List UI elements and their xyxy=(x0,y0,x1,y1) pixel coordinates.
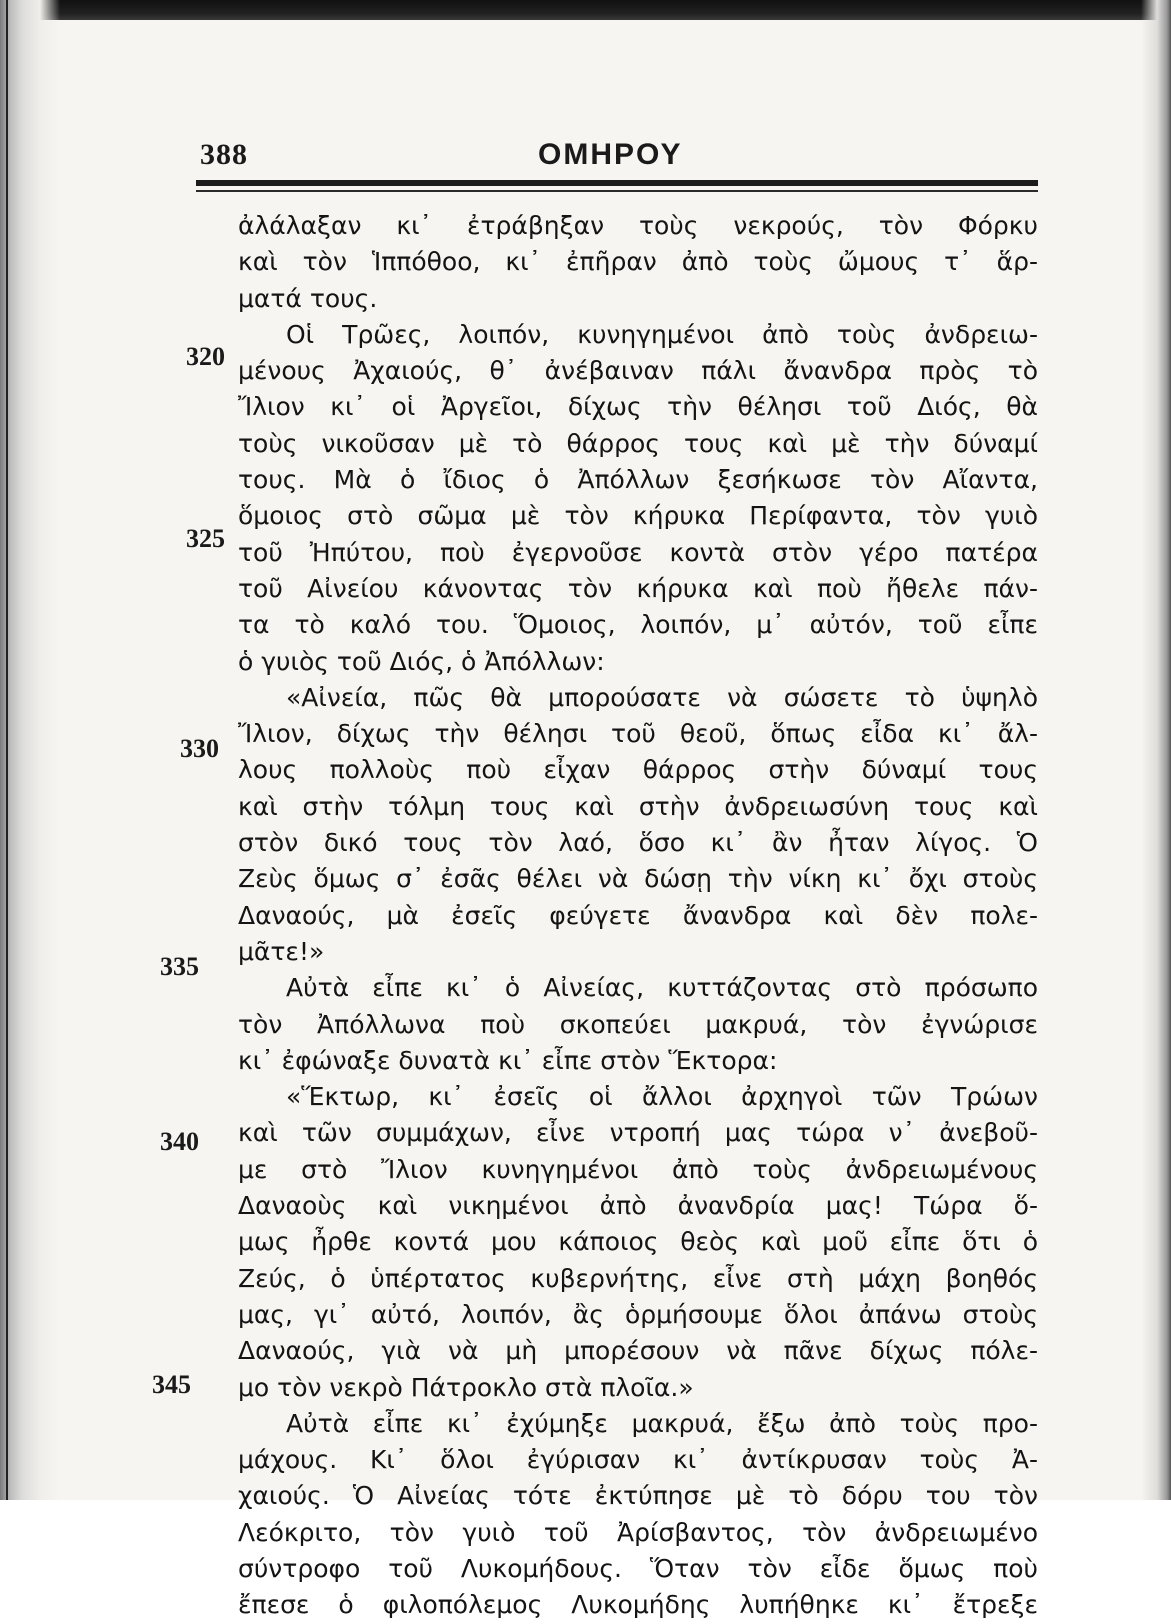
text-line: Λεόκριτο, τὸν γυιὸ τοῦ Ἀρίσβαντος, τὸν ἀνδρειωμένο xyxy=(238,1517,1038,1547)
text-line: Ζεὺς ὅμως σ᾿ ἐσᾶς θέλει νὰ δώσῃ τὴν νίκη κι᾿ ὄχι στοὺς xyxy=(238,864,1038,894)
text-line: ὅμοιος στὸ σῶμα μὲ τὸν κήρυκα Περίφαντα, τὸν γυιὸ xyxy=(238,501,1038,531)
text-line: στὸν δικό τους τὸν λαό, ὅσο κι᾿ ἂν ἦταν λίγος. Ὁ xyxy=(238,828,1038,858)
text-line: μάχους. Κι᾿ ὅλοι ἐγύρισαν κι᾿ ἀντίκρυσαν τοὺς Ἀ- xyxy=(238,1445,1038,1475)
text-line: χαιούς. Ὁ Αἰνείας τότε ἐκτύπησε μὲ τὸ δόρυ του τὸν xyxy=(238,1481,1038,1511)
text-line: ὁ γυιὸς τοῦ Διός, ὁ Ἀπόλλων: xyxy=(238,646,605,676)
text-line: Δαναούς, μὰ ἐσεῖς φεύγετε ἄνανδρα καὶ δὲν πολε- xyxy=(238,900,1038,930)
text-line: κι᾿ ἐφώναξε δυνατὰ κι᾿ εἶπε στὸν Ἕκτορα: xyxy=(238,1045,778,1075)
body-text xyxy=(238,208,1038,1624)
header-rule-thin xyxy=(196,190,1038,192)
verse-number: 320 xyxy=(186,342,225,371)
text-line: τὸν Ἀπόλλωνα ποὺ σκοπεύει μακρυά, τὸν ἐγνώρισε xyxy=(238,1009,1038,1039)
text-line: ματά τους. xyxy=(238,283,378,313)
text-line: μᾶτε!» xyxy=(238,936,325,966)
text-line: «Ἕκτωρ, κι᾿ ἐσεῖς οἱ ἄλλοι ἀρχηγοὶ τῶν Τρώων xyxy=(286,1082,1038,1112)
verse-number: 335 xyxy=(160,952,199,981)
text-line: καὶ τὸν Ἱππόθοο, κι᾿ ἐπῆραν ἀπὸ τοὺς ὤμους τ᾿ ἅρ- xyxy=(238,247,1038,277)
verse-number: 345 xyxy=(152,1370,191,1399)
text-line: Ἴλιον, δίχως τὴν θέλησι τοῦ θεοῦ, ὅπως εἶδα κι᾿ ἄλ- xyxy=(238,719,1038,749)
text-line: τους. Μὰ ὁ ἴδιος ὁ Ἀπόλλων ξεσήκωσε τὸν Αἴαντα, xyxy=(238,465,1038,495)
verse-number: 330 xyxy=(180,734,219,763)
running-head: ΟΜΗΡΟΥ xyxy=(538,138,683,171)
header-rule xyxy=(196,180,1038,186)
page-edge-shadow xyxy=(1141,0,1171,1500)
text-line: τοὺς νικοῦσαν μὲ τὸ θάρρος τους καὶ μὲ τὴν δύναμί xyxy=(238,428,1038,458)
text-line: μας, γι᾿ αὐτό, λοιπόν, ἂς ὁρμήσουμε ὅλοι ἀπάνω στοὺς xyxy=(238,1299,1038,1329)
text-line: καὶ στὴν τόλμη τους καὶ στὴν ἀνδρειωσύνη τους καὶ xyxy=(238,791,1038,821)
verse-number: 340 xyxy=(160,1127,199,1156)
text-line: λους πολλοὺς ποὺ εἶχαν θάρρος στὴν δύναμί τους xyxy=(238,755,1038,785)
text-line: Ἴλιον κι᾿ οἱ Ἀργεῖοι, δίχως τὴν θέλησι τοῦ Διός, θὰ xyxy=(238,392,1038,422)
page-number: 388 xyxy=(200,138,248,171)
text-line: καὶ τῶν συμμάχων, εἶνε ντροπή μας τώρα ν᾿ ἀνεβοῦ- xyxy=(238,1118,1038,1148)
text-line: Αὐτὰ εἶπε κι᾿ ὁ Αἰνείας, κυττάζοντας στὸ πρόσωπο xyxy=(286,973,1038,1003)
text-line: ἀλάλαξαν κι᾿ ἐτράβηξαν τοὺς νεκρούς, τὸν Φόρκυ xyxy=(238,211,1038,240)
text-line: τοῦ Ἠπύτου, ποὺ ἐγερνοῦσε κοντὰ στὸν γέρο πατέρα xyxy=(238,537,1038,567)
binding-edge xyxy=(6,0,8,1500)
scan-border xyxy=(0,0,1171,20)
text-line: σύντροφο τοῦ Λυκομήδους. Ὅταν τὸν εἶδε ὅμως ποὺ xyxy=(238,1553,1038,1583)
text-line: Δαναούς, γιὰ νὰ μὴ μπορέσουν νὰ πᾶνε δίχως πόλε- xyxy=(238,1336,1038,1366)
binding-shadow xyxy=(0,0,60,1500)
text-line: Ζεύς, ὁ ὑπέρτατος κυβερνήτης, εἶνε στὴ μάχη βοηθός xyxy=(238,1263,1038,1293)
text-line: μο τὸν νεκρὸ Πάτροκλο στὰ πλοῖα.» xyxy=(238,1372,694,1402)
text-line: με στὸ Ἴλιον κυνηγημένοι ἀπὸ τοὺς ἀνδρειωμένους xyxy=(238,1154,1038,1184)
text-line: τα τὸ καλό του. Ὅμοιος, λοιπόν, μ᾿ αὐτόν, τοῦ εἶπε xyxy=(238,610,1038,640)
text-line: μως ἦρθε κοντά μου κάποιος θεὸς καὶ μοῦ εἶπε ὅτι ὁ xyxy=(238,1227,1038,1257)
text-line: μένους Ἀχαιούς, θ᾿ ἀνέβαιναν πάλι ἄνανδρα πρὸς τὸ xyxy=(238,356,1038,386)
text-line: Οἱ Τρῶες, λοιπόν, κυνηγημένοι ἀπὸ τοὺς ἀνδρειω- xyxy=(286,319,1038,349)
text-line: τοῦ Αἰνείου κάνοντας τὸν κήρυκα καὶ ποὺ ἤθελε πάν- xyxy=(238,573,1038,603)
text-line: «Αἰνεία, πῶς θὰ μπορούσατε νὰ σώσετε τὸ ὑψηλὸ xyxy=(286,682,1038,712)
text-line: ἔπεσε ὁ φιλοπόλεμος Λυκομήδης λυπήθηκε κι᾿ ἔτρεξε xyxy=(238,1590,1038,1620)
text-line: Δαναοὺς καὶ νικημένοι ἀπὸ ἀνανδρία μας! Τώρα ὅ- xyxy=(238,1191,1038,1221)
text-line: Αὐτὰ εἶπε κι᾿ ἐχύμηξε μακρυά, ἔξω ἀπὸ τοὺς προ- xyxy=(286,1408,1038,1438)
verse-number: 325 xyxy=(186,524,225,553)
